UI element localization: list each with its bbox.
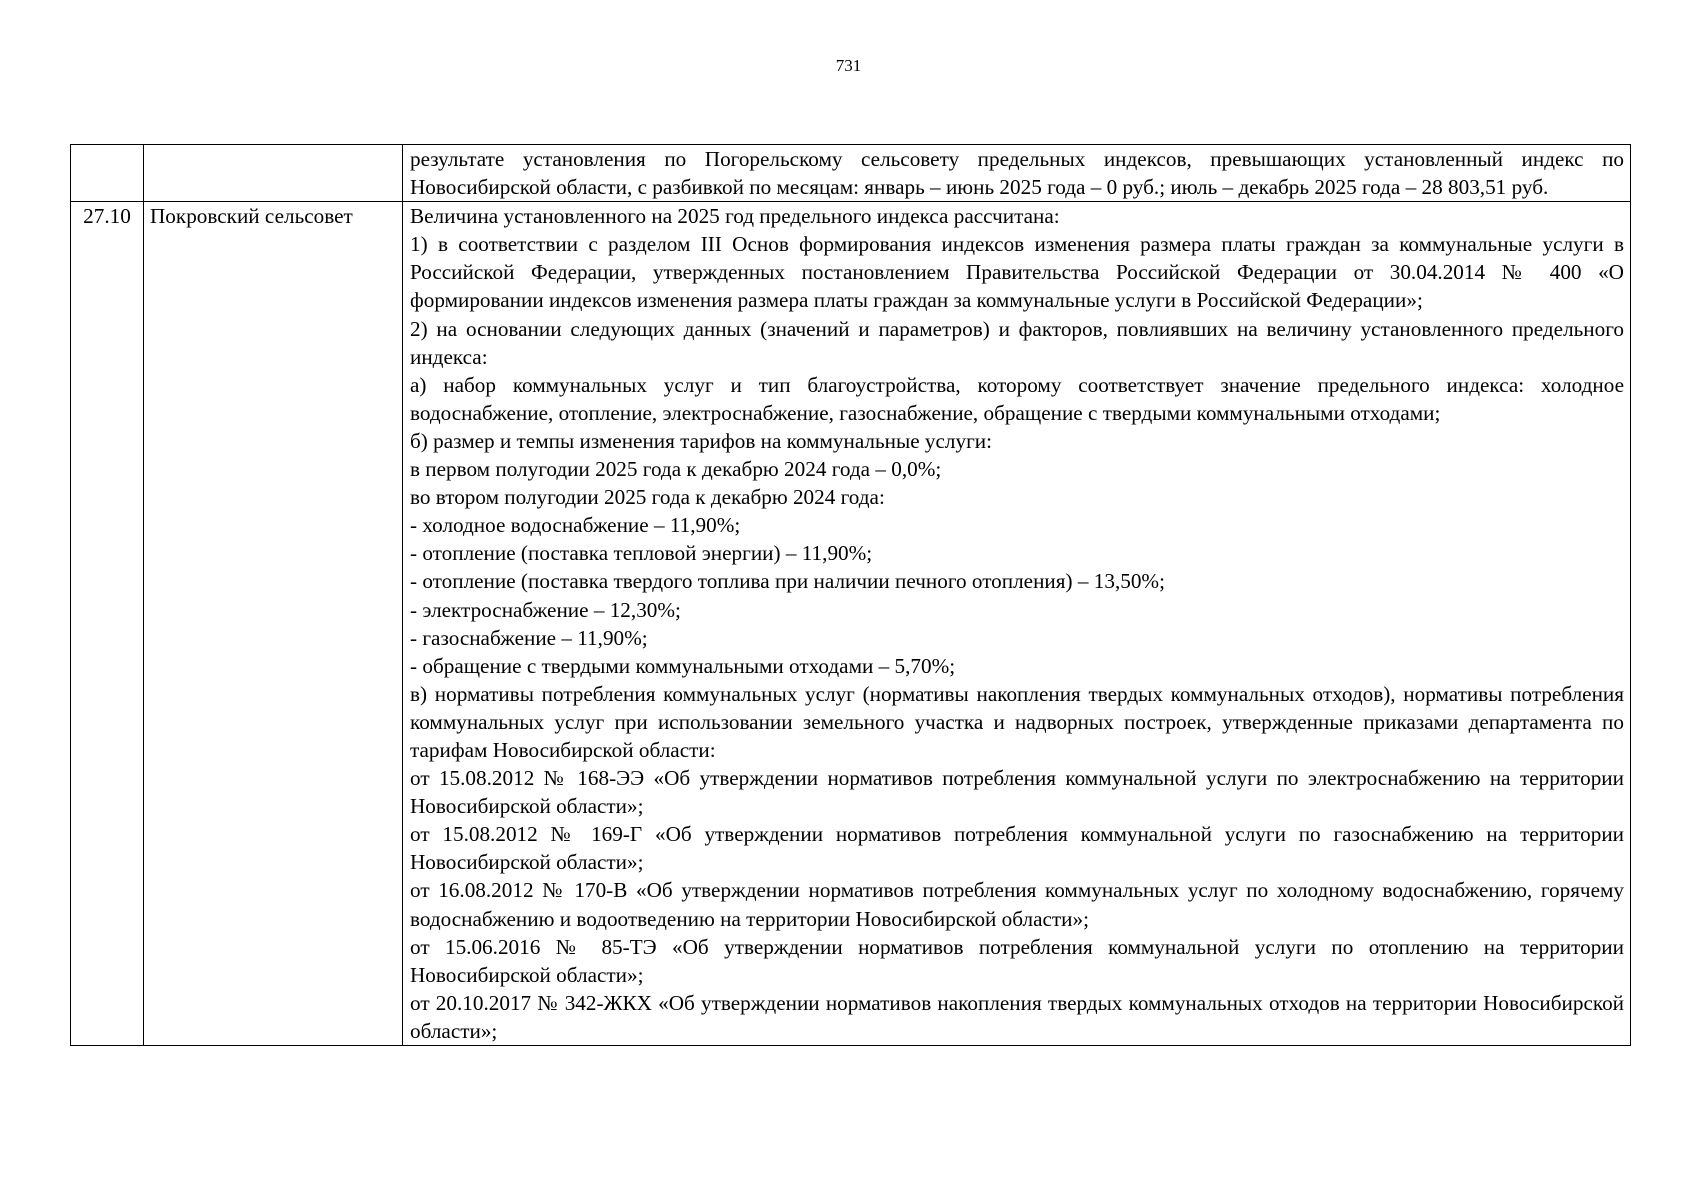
tariff-list-item: - отопление (поставка твердого топлива при наличии печного отопления) – 13,50%; [410, 569, 1165, 594]
index-table [70, 144, 1631, 1046]
description-paragraph: в) нормативы потребления коммунальных услуг (нормативы накопления твердых коммунальных отходов), нормативы потребления коммунальных услуг при использовании земельного участка и надворных построек, утвержденные приказами департамента по тарифам Новосибирской области: [410, 681, 1624, 762]
tariff-list-item: - холодное водоснабжение – 11,90%; [410, 513, 741, 538]
description-paragraph: б) размер и темпы изменения тарифов на коммунальные услуги: [410, 428, 993, 453]
tariff-list-item: - обращение с твердыми коммунальными отходами – 5,70%; [410, 653, 956, 678]
description-paragraph: Величина установленного на 2025 год предельного индекса рассчитана: [410, 204, 1060, 229]
table-row [71, 202, 1631, 1046]
order-reference: от 16.08.2012 № 170-В «Об утверждении нормативов потребления коммунальных услуг по холодному водоснабжению, горячему водоснабжению и водоотведению на территории Новосибирской области»; [410, 878, 1624, 931]
order-reference: от 15.06.2016 № 85-ТЭ «Об утверждении нормативов потребления коммунальной услуги по отоплению на территории Новосибирской области»; [410, 934, 1624, 987]
municipality-name-cell: Покровский сельсовет [144, 202, 403, 1046]
description-paragraph: в первом полугодии 2025 года к декабрю 2024 года – 0,0%; [410, 457, 942, 482]
row-number-cell: 27.10 [71, 202, 144, 1046]
tariff-list-item: - электроснабжение – 12,30%; [410, 597, 681, 622]
municipality-name-cell [144, 145, 403, 202]
row-number-cell [71, 145, 144, 202]
description-paragraph: 1) в соответствии с разделом III Основ формирования индексов изменения размера платы граждан за коммунальные услуги в Российской Федерации, утвержденных постановлением Правительства Российской Федерации от 30.04.2014 № 400 «О формировании индексов изменения размера платы граждан за коммунальные услуги в Российской Федерации»; [410, 232, 1624, 313]
tariff-list-item: - газоснабжение – 11,90%; [410, 625, 648, 650]
order-reference: от 15.08.2012 № 169-Г «Об утверждении нормативов потребления коммунальной услуги по газоснабжению на территории Новосибирской области»; [410, 822, 1624, 875]
order-reference: от 20.10.2017 № 342-ЖКХ «Об утверждении нормативов накопления твердых коммунальных отходов на территории Новосибирской области»; [410, 990, 1624, 1043]
description-paragraph: во втором полугодии 2025 года к декабрю 2024 года: [410, 485, 885, 510]
tariff-list-item: - отопление (поставка тепловой энергии) – 11,90%; [410, 541, 873, 566]
description-paragraph: результате установления по Погорельскому сельсовету предельных индексов, превышающих установленный индекс по Новосибирской области, с разбивкой по месяцам: январь – июнь 2025 года – 0 руб.; июль – декабрь 2025 года – 28 803,51 руб. [410, 147, 1624, 200]
description-paragraph: а) набор коммунальных услуг и тип благоустройства, которому соответствует значение предельного индекса: холодное водоснабжение, отопление, электроснабжение, газоснабжение, обращение с твердыми коммунальными отходами; [410, 372, 1624, 425]
order-reference: от 15.08.2012 № 168-ЭЭ «Об утверждении нормативов потребления коммунальной услуги по электроснабжению на территории Новосибирской области»; [410, 766, 1624, 819]
description-cell [403, 145, 1631, 202]
page-number: 731 [835, 56, 862, 75]
description-paragraph: 2) на основании следующих данных (значений и параметров) и факторов, повлиявших на величину установленного предельного индекса: [410, 316, 1624, 369]
table-row [71, 145, 1631, 202]
description-cell [403, 202, 1631, 1046]
